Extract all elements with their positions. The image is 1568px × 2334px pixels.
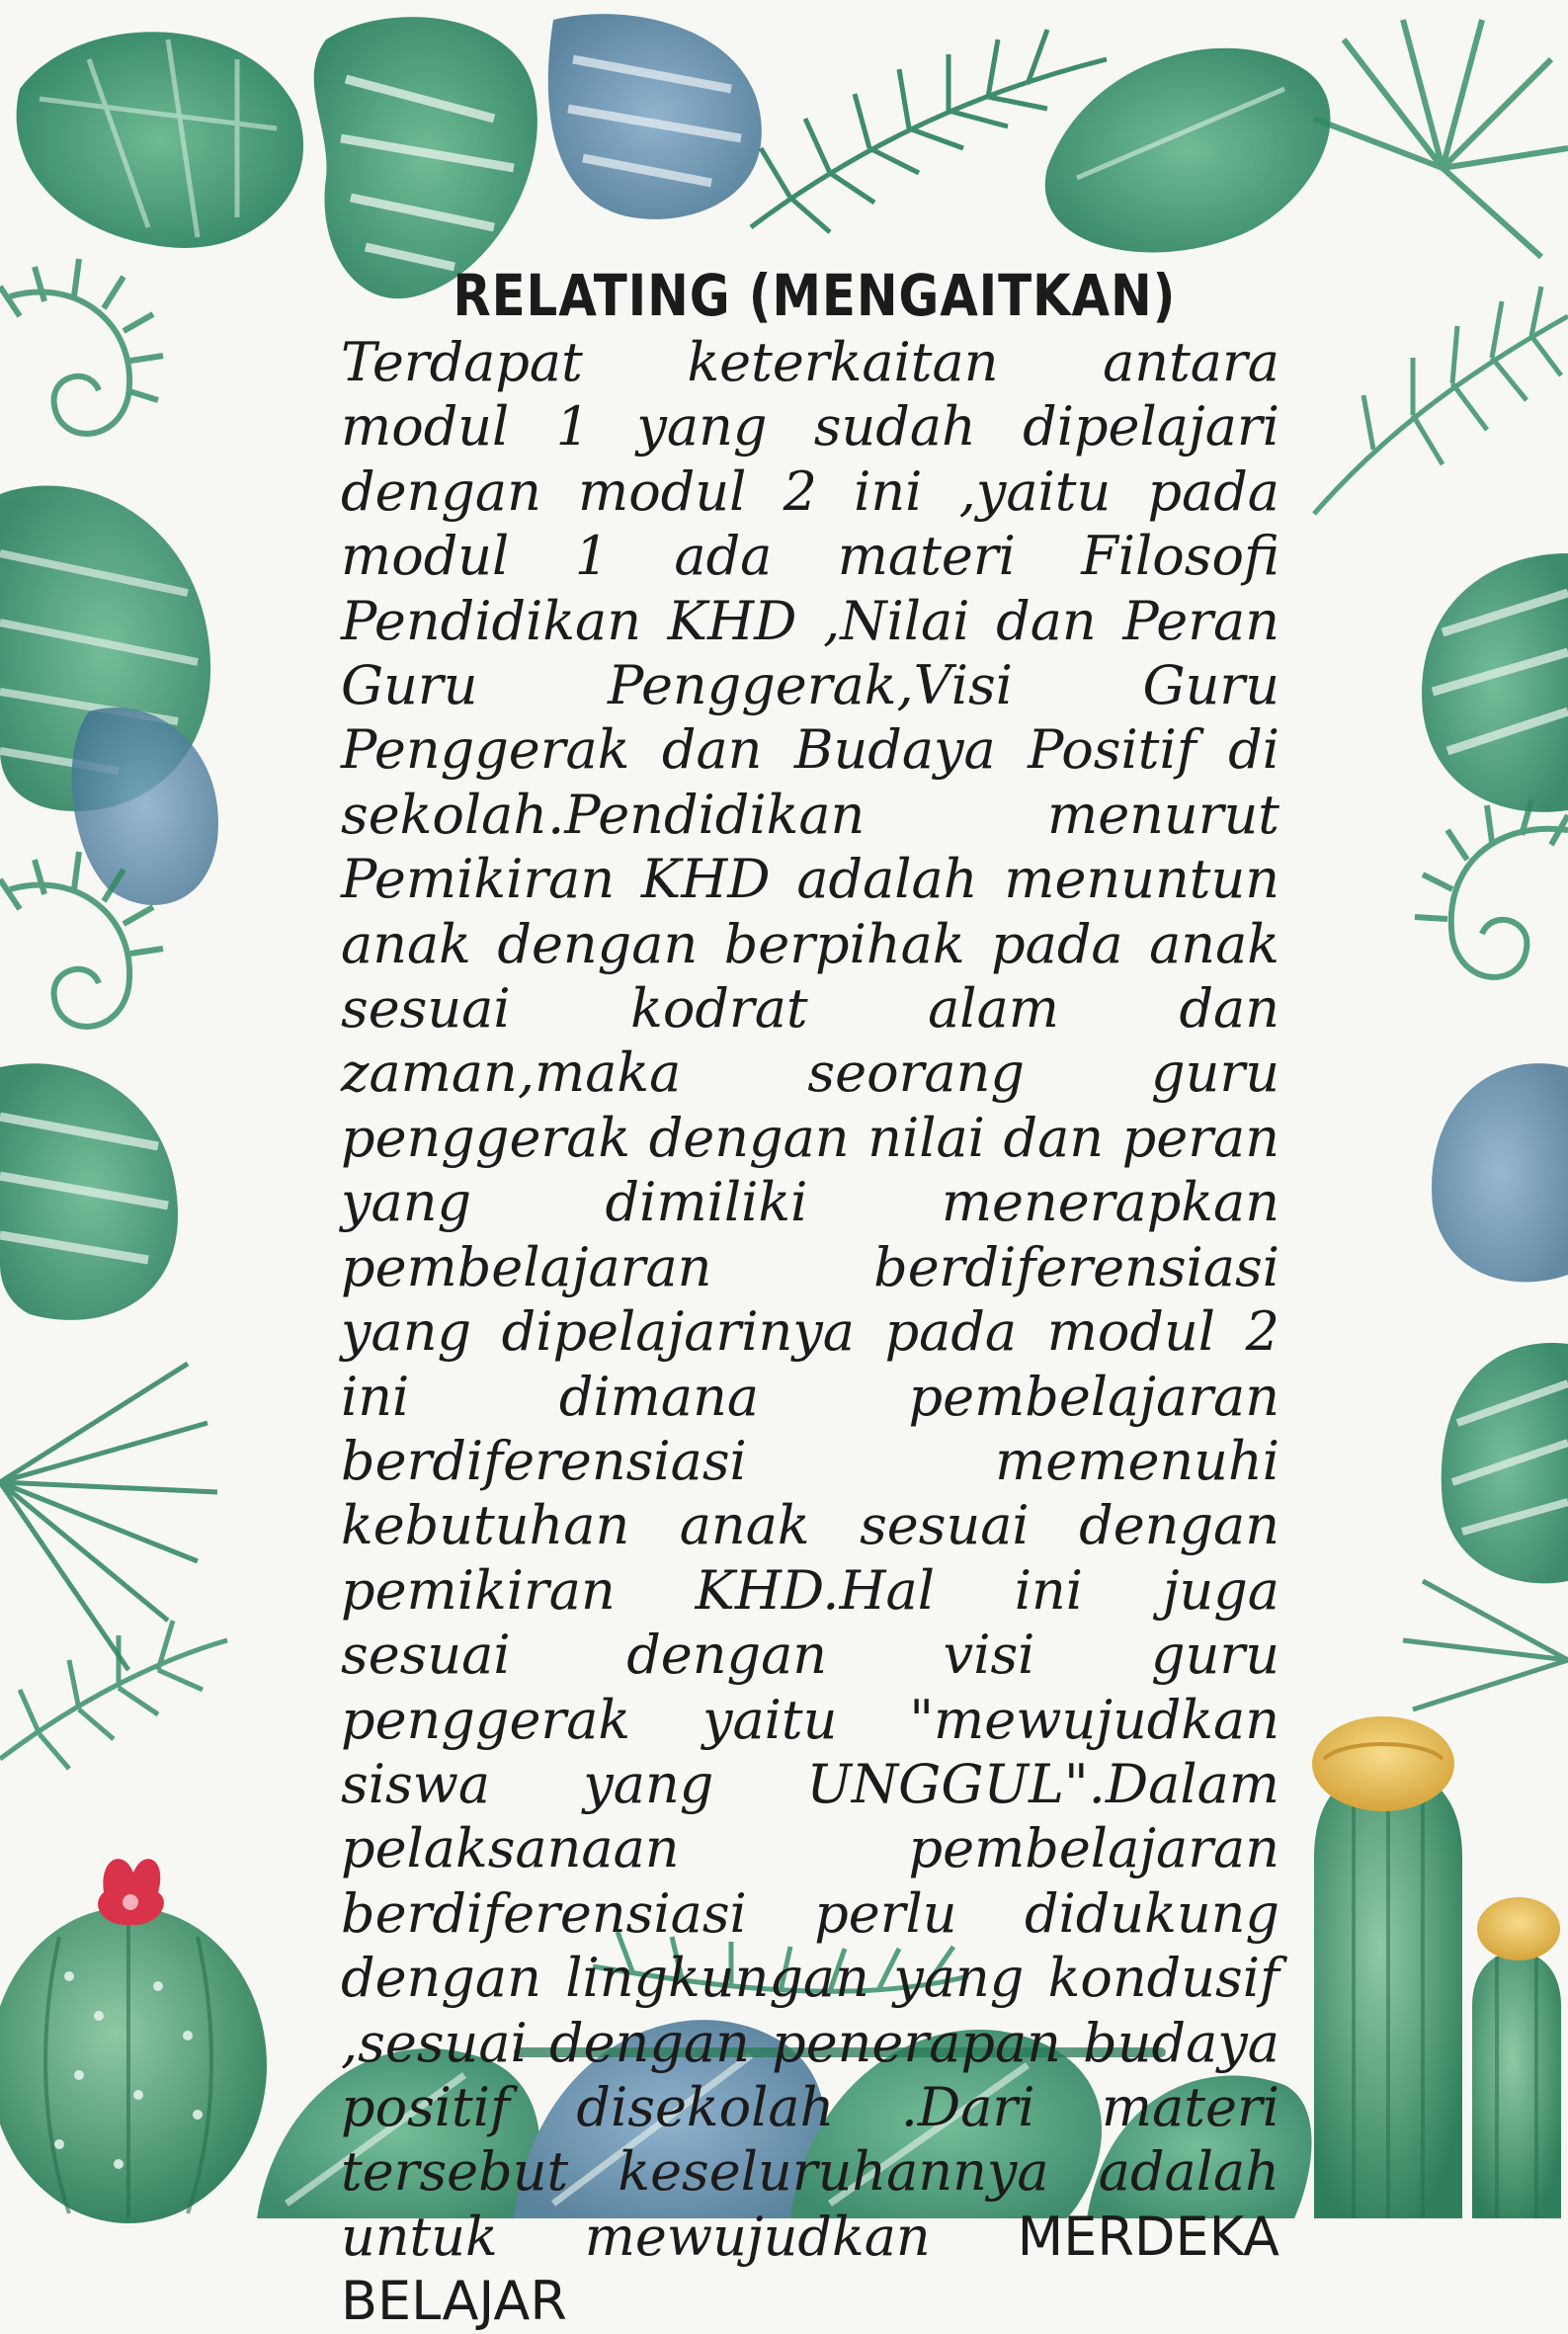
top-monstera-2 [548,14,762,219]
cactus-right [1312,1716,1561,2218]
left-blue-leaf [72,708,218,905]
right-blue-leaf [1432,1063,1568,1282]
left-fern-curl [0,259,163,434]
cactus-right-flower-1 [1312,1716,1454,1811]
right-monstera [1422,553,1568,812]
right-frond [1314,287,1568,514]
top-right-fan-palm [1314,20,1568,257]
body-paragraph [341,330,1279,2334]
body-text-highlight: MERDEKA BELAJAR [341,2205,1279,2333]
top-left-leaf [17,32,303,248]
left-monstera [0,1063,178,1320]
right-leaf-lower [1442,1343,1568,1583]
left-palm-fan [0,1364,217,1670]
top-monstera-1 [314,17,537,298]
top-right-leaf [1045,48,1331,253]
cactus-right-flower-2 [1477,1897,1560,1960]
page-title: RELATING (MENGAITKAN) [453,262,1177,329]
text-content [341,262,1279,2334]
body-text-main: Terdapat keterkaitan antara modul 1 yang sudah dipelajari dengan modul 2 ini ,yaitu pada modul 1 ada materi Filosofi Pendidikan KHD ,Nilai dan Peran Guru Penggerak,Visi Guru Penggerak dan Budaya Positif di sekolah.Pendidikan menurut Pemikiran KHD adalah menuntun anak dengan berpihak pada anak sesuai kodrat alam dan zaman,maka seorang guru penggerak dengan nilai dan peran yang dimiliki menerapkan pembelajaran berdiferensiasi yang dipelajarinya pada modul 2 ini dimana pembelajaran berdiferensiasi memenuhi kebutuhan anak sesuai dengan pemikiran KHD.Hal ini juga sesuai dengan visi guru penggerak yaitu "mewujudkan siswa yang UNGGUL".Dalam pelaksanaan pembelajaran berdiferensiasi perlu didukung dengan lingkungan yang kondusif ,sesuai dengan penerapan budaya positif disekolah .Dari materi tersebut keseluruhannya adalah untuk mewujudkan [341,331,1279,2268]
right-palm-fan [1403,1581,1568,1709]
left-frond [0,1621,227,1769]
cactus-left [0,1859,267,2223]
right-fern-curl [1415,800,1568,977]
cactus-left-flower [98,1859,164,1925]
